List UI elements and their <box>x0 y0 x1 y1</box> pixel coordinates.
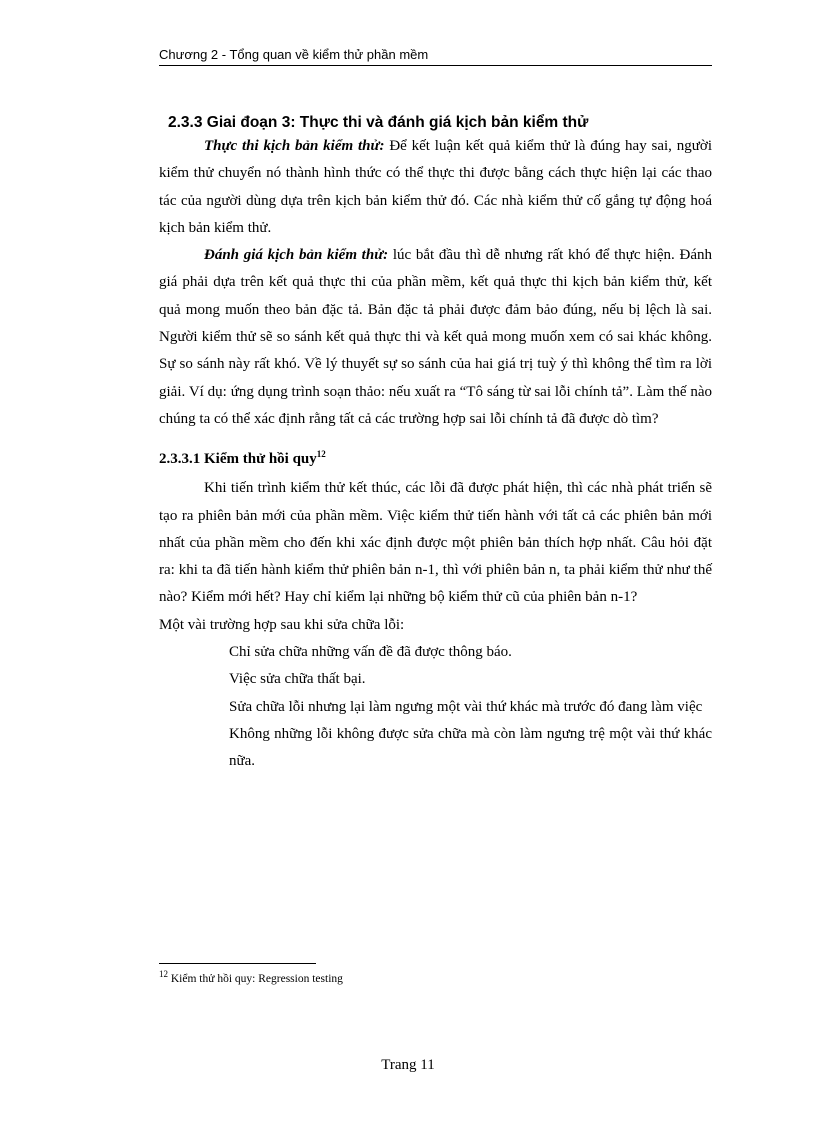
footnote-reference: 12 <box>316 449 326 460</box>
list-item: Chỉ sửa chữa những vấn đề đã được thông báo. <box>229 644 512 661</box>
paragraph-execution-lead: Thực thi kịch bản kiểm thử: <box>204 138 385 154</box>
section-heading: 2.3.3 Giai đoạn 3: Thực thi và đánh giá kịch bản kiểm thử <box>168 114 589 131</box>
paragraph-evaluation-text: lúc bắt đầu thì dễ nhưng rất khó để thực hiện. Đánh giá phải dựa trên kết quả thực thi của phần mềm, kết quả thực thi kịch bản kiểm thử, kết quả mong muốn theo bản đặc tả. Bản đặc tả phải được đảm bảo đúng, nếu bị lệch là sai. Người kiểm thử sẽ so sánh kết quả thực thi và kết quả mong muốn xem có sai khác không. Sự so sánh này rất khó. Về lý thuyết sự so sánh của hai giá trị tuỳ ý thì không thể tìm ra lời giải. Ví dụ: ứng dụng trình soạn thảo: nếu xuất ra “Tô sáng từ sai lỗi chính tả”. Làm thế nào chúng ta có thể xác định rằng tất cả các trường hợp sai lỗi chính tả đã được dò tìm? <box>159 247 712 427</box>
list-item: Sửa chữa lỗi nhưng lại làm ngưng một vài thứ khác mà trước đó đang làm việc <box>229 698 703 715</box>
footnote-divider <box>159 963 316 964</box>
subsection-heading-text: 2.3.3.1 Kiểm thử hồi quy <box>159 451 317 468</box>
running-header: Chương 2 - Tổng quan về kiểm thử phần mềm <box>159 47 712 66</box>
case-list <box>159 639 712 775</box>
footnote-text: Kiểm thử hồi quy: Regression testing <box>168 973 343 985</box>
paragraph-evaluation <box>159 242 712 433</box>
list-item: Không những lỗi không được sửa chữa mà còn làm ngưng trệ một vài thứ khác nữa. <box>229 725 712 770</box>
footnote-mark: 12 <box>159 969 168 980</box>
paragraph-regression: Khi tiến trình kiểm thử kết thúc, các lỗi đã được phát hiện, thì các nhà phát triển sẽ tạo ra phiên bản mới của phần mềm. Việc kiểm thử tiến hành với tất cả các phiên bản mới nhất của phần mềm cho đến khi xác định được một phiên bản thích hợp nhất. Câu hỏi đặt ra: khi ta đã tiến hành kiểm thử phiên bản n-1, thì với phiên bản n, ta phải kiểm thử như thế nào? Kiểm mới hết? Hay chỉ kiểm lại những bộ kiểm thử cũ của phiên bản n-1? <box>159 480 712 606</box>
paragraph-execution-text: Để kết luận kết quả kiểm thử là đúng hay sai, người kiểm thử chuyển nó thành hình thức có thể thực thi được bằng cách thực hiện lại các thao tác của người dùng dựa trên kịch bản kiểm thử đó. Các nhà kiểm thử cố gắng tự động hoá kịch bản kiểm thử. <box>159 138 712 236</box>
footnote <box>159 969 712 985</box>
list-item: Việc sửa chữa thất bại. <box>229 671 366 688</box>
paragraph-execution <box>159 133 712 242</box>
page-number: Trang 11 <box>381 1057 435 1073</box>
body-text <box>159 113 712 776</box>
paragraph-evaluation-lead: Đánh giá kịch bản kiểm thử: <box>204 247 389 264</box>
subsection-heading <box>159 447 712 471</box>
list-intro: Một vài trường hợp sau khi sửa chữa lỗi: <box>159 616 405 633</box>
